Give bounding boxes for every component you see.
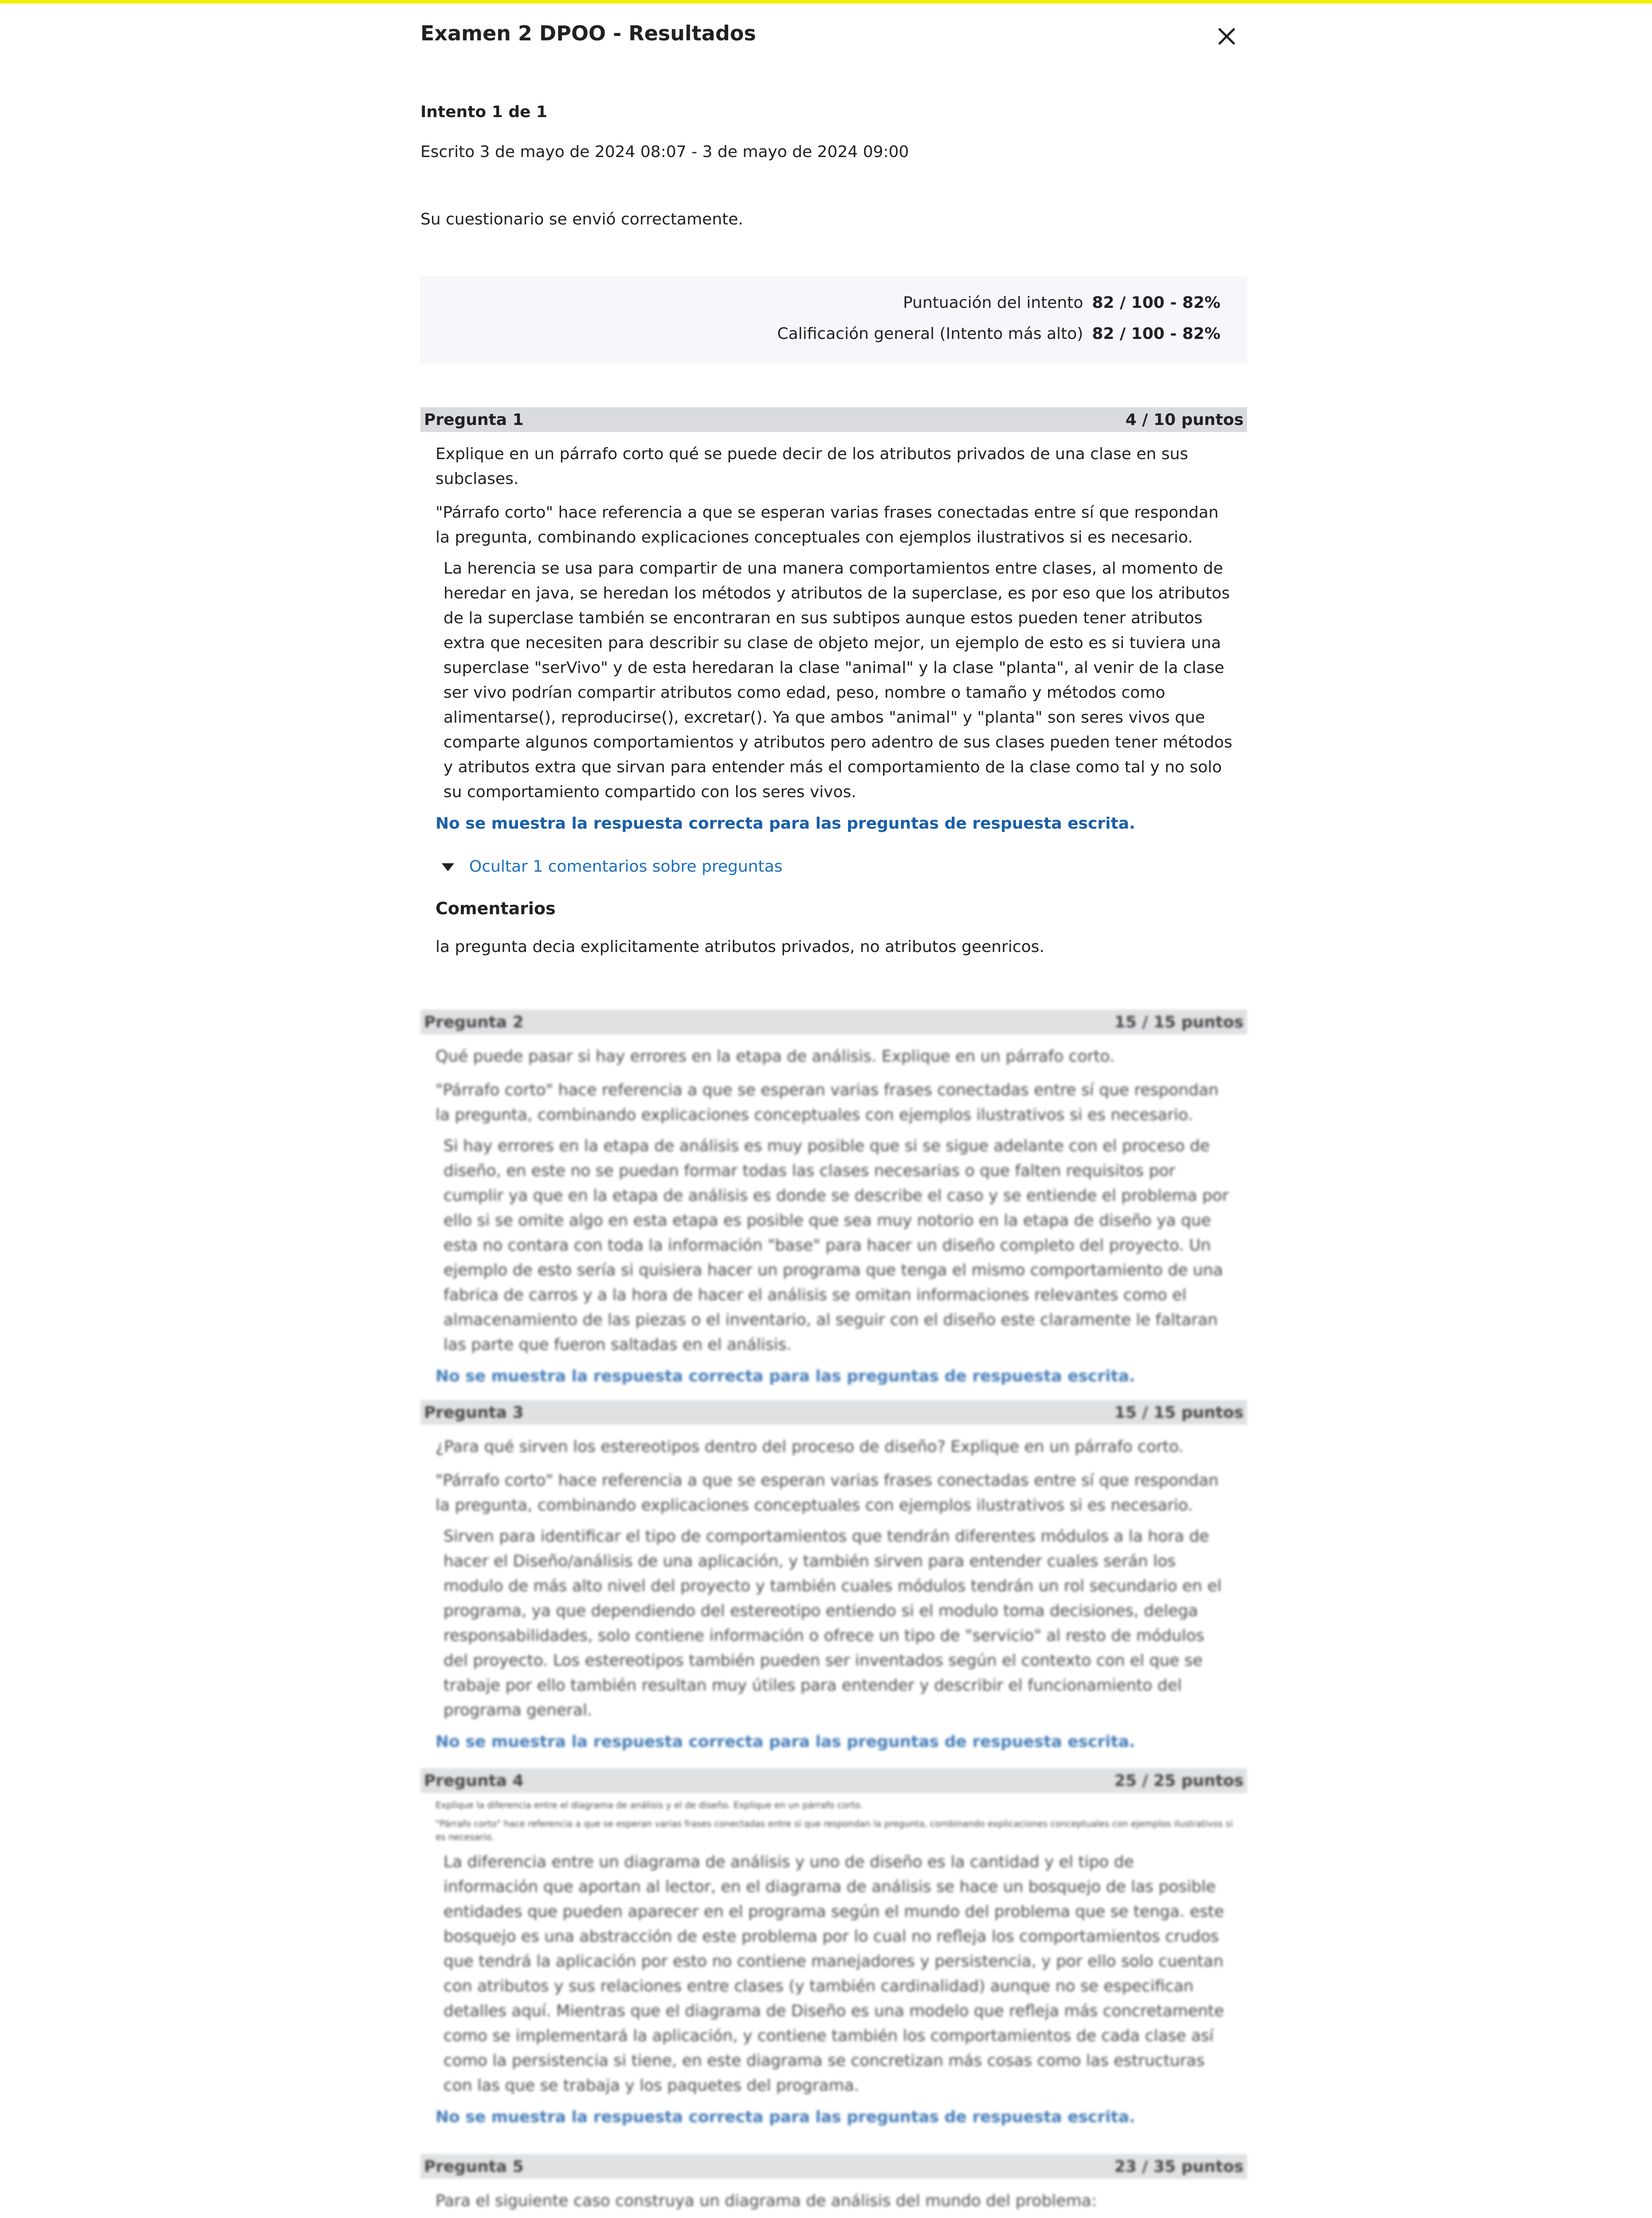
question-2: [420, 1010, 1247, 1385]
question-3: [420, 1400, 1247, 1751]
sent-message: Su cuestionario se envió correctamente.: [420, 210, 743, 228]
question-1: [420, 407, 1247, 956]
chevron-down-icon: [440, 859, 456, 875]
question-4: [420, 1768, 1247, 2126]
question-header: [420, 1768, 1247, 1793]
question-header: [420, 2154, 1247, 2179]
no-answer-note: No se muestra la respuesta correcta para las preguntas de respuesta escrita.: [436, 1367, 1135, 1385]
comments-title: Comentarios: [436, 899, 556, 918]
question-points: 23 / 35 puntos: [1114, 2158, 1244, 2176]
comment-text: la pregunta decia explicitamente atributos privados, no atributos geenricos.: [436, 938, 1044, 956]
question-points: 4 / 10 puntos: [1125, 411, 1244, 429]
student-answer: Sirven para identificar el tipo de comportamientos que tendrán diferentes módulos a la hora de hacer el Diseño/análisis de una aplicación, y también sirven para entender cuales serán los modulo de más alto nivel del proyecto y también cuales módulos tendrán un rol secundario en el programa, ya que dependiendo del estereotipo entiendo si el modulo toma decisiones, delega responsabilidades, solo contiene información o ofrece un tipo de "servicio" al resto de módulos del proyecto. Los estereotipos también pueden ser inventados según el contexto con el que se trabaje por ello también resultan muy útiles para entender y describir el funcionamiento del programa general.: [443, 1527, 1222, 1719]
attempt-score-label: Puntuación del intento: [903, 294, 1083, 312]
overall-score-label: Calificación general (Intento más alto): [777, 325, 1083, 343]
question-points: 15 / 15 puntos: [1114, 1404, 1244, 1422]
question-points: 15 / 15 puntos: [1114, 1013, 1244, 1031]
question-hint: "Párrafo corto" hace referencia a que se esperan varias frases conectadas entre sí que respondan la pregunta, combinando explicaciones conceptuales con ejemplos ilustrativos si es necesario.: [436, 1818, 1233, 1842]
student-answer: Si hay errores en la etapa de análisis es muy posible que si se sigue adelante con el proceso de diseño, en este no se puedan formar todas las clases necesarias o que falten requisitos por cumplir ya que en la etapa de análisis es donde se describe el caso y se entiende el problema por ello si se omite algo en esta etapa es posible que sea muy notorio en la etapa de diseño ya que esta no contara con toda la información "base" para hacer un diseño completo del proyecto. Un ejemplo de esto sería si quisiera hacer un programa que tenga el mismo comportamiento de una fabrica de carros y a la hora de hacer el análisis se omitan informaciones relevantes como el almacenamiento de las piezas o el inventario, al seguir con el diseño este claramente le faltaran las parte que fueron saltadas en el análisis.: [443, 1137, 1229, 1354]
question-prompt: Para el siguiente caso construya un diagrama de análisis del mundo del problema:: [436, 2192, 1097, 2210]
student-answer: La herencia se usa para compartir de una manera comportamientos entre clases, al momento de heredar en java, se heredan los métodos y atributos de la superclase, es por eso que los atributos de la superclase también se encontraran en sus subtipos aunque estos pueden tener atributos extra que necesiten para describir su clase de objeto mejor, un ejemplo de esto es si tuviera una superclase "serVivo" y de esta heredaran la clase "animal" y la clase "planta", al venir de la clase ser vivo podrían compartir atributos como edad, peso, nombre o tamaño y métodos como alimentarse(), reproducirse(), excretar(). Ya que ambos "animal" y "planta" son seres vivos que comparte algunos comportamientos y atributos pero adentro de sus clases pueden tener métodos y atributos extra que sirvan para entender más el comportamiento de la clase como tal y no solo su comportamiento compartido con los seres vivos.: [443, 559, 1232, 801]
score-summary: [420, 276, 1247, 364]
question-name: Pregunta 2: [424, 1013, 524, 1031]
question-header: [420, 407, 1247, 432]
question-prompt: Qué puede pasar si hay errores en la etapa de análisis. Explique en un párrafo corto.: [436, 1047, 1115, 1066]
comments-toggle-label: Ocultar 1 comentarios sobre preguntas: [469, 857, 783, 876]
question-prompt: Explique en un párrafo corto qué se puede decir de los atributos privados de una clase en sus subclases.: [436, 445, 1189, 488]
written-dates: Escrito 3 de mayo de 2024 08:07 - 3 de mayo de 2024 09:00: [420, 143, 909, 161]
attempt-score-value: 82 / 100 - 82%: [1092, 294, 1220, 312]
question-name: Pregunta 1: [424, 411, 524, 429]
question-hint: "Párrafo corto" hace referencia a que se esperan varias frases conectadas entre sí que respondan la pregunta, combinando explicaciones conceptuales con ejemplos ilustrativos si es necesario.: [436, 1471, 1219, 1514]
overall-score-row: [777, 325, 1220, 343]
no-answer-note: No se muestra la respuesta correcta para las preguntas de respuesta escrita.: [436, 814, 1135, 833]
close-button[interactable]: [1214, 24, 1239, 49]
question-header: [420, 1400, 1247, 1425]
student-answer: La diferencia entre un diagrama de análisis y uno de diseño es la cantidad y el tipo de información que aportan al lector, en el diagrama de análisis se hace un bosquejo de las posible entidades que pueden aparecer en el programa según el mundo del problema que se tenga. este bosquejo es una abstracción de este problema por lo cual no refleja los comportamientos crudos que tendrá la aplicación por esto no contiene manejadores y persistencia, y por ello solo cuentan con atributos y sus relaciones entre clases (y también cardinalidad) aunque no se especifican detalles aquí. Mientras que el diagrama de Diseño es una modelo que refleja más concretamente como se implementará la aplicación, y contiene también los comportamientos de cada clase así como la persistencia si tiene, en este diagrama se concretizan más cosas como las estructuras con las que se trabaja y los paquetes del programa.: [443, 1853, 1224, 2095]
question-header: [420, 1010, 1247, 1034]
attempt-label: Intento 1 de 1: [420, 103, 548, 121]
question-5: [420, 2154, 1247, 2218]
question-name: Pregunta 5: [424, 2158, 524, 2176]
no-answer-note: No se muestra la respuesta correcta para las preguntas de respuesta escrita.: [436, 2108, 1135, 2126]
dialog-title: Examen 2 DPOO - Resultados: [420, 21, 756, 45]
close-icon: [1214, 24, 1239, 49]
question-hint: "Párrafo corto" hace referencia a que se esperan varias frases conectadas entre sí que respondan la pregunta, combinando explicaciones conceptuales con ejemplos ilustrativos si es necesario.: [436, 1081, 1219, 1124]
question-points: 25 / 25 puntos: [1114, 1772, 1244, 1790]
top-accent-bar: [0, 0, 1652, 4]
attempt-score-row: [903, 294, 1220, 312]
overall-score-value: 82 / 100 - 82%: [1092, 325, 1220, 343]
comments-toggle[interactable]: [440, 857, 1247, 876]
question-prompt: Explique la diferencia entre el diagrama de análisis y el de diseño. Explique en un párrafo corto.: [436, 1800, 863, 1810]
question-hint: "Párrafo corto" hace referencia a que se esperan varias frases conectadas entre sí que respondan la pregunta, combinando explicaciones conceptuales con ejemplos ilustrativos si es necesario.: [436, 503, 1219, 547]
question-name: Pregunta 3: [424, 1404, 524, 1422]
no-answer-note: No se muestra la respuesta correcta para las preguntas de respuesta escrita.: [436, 1733, 1135, 1751]
question-prompt: ¿Para qué sirven los estereotipos dentro del proceso de diseño? Explique en un párrafo corto.: [436, 1438, 1184, 1456]
question-name: Pregunta 4: [424, 1772, 524, 1790]
